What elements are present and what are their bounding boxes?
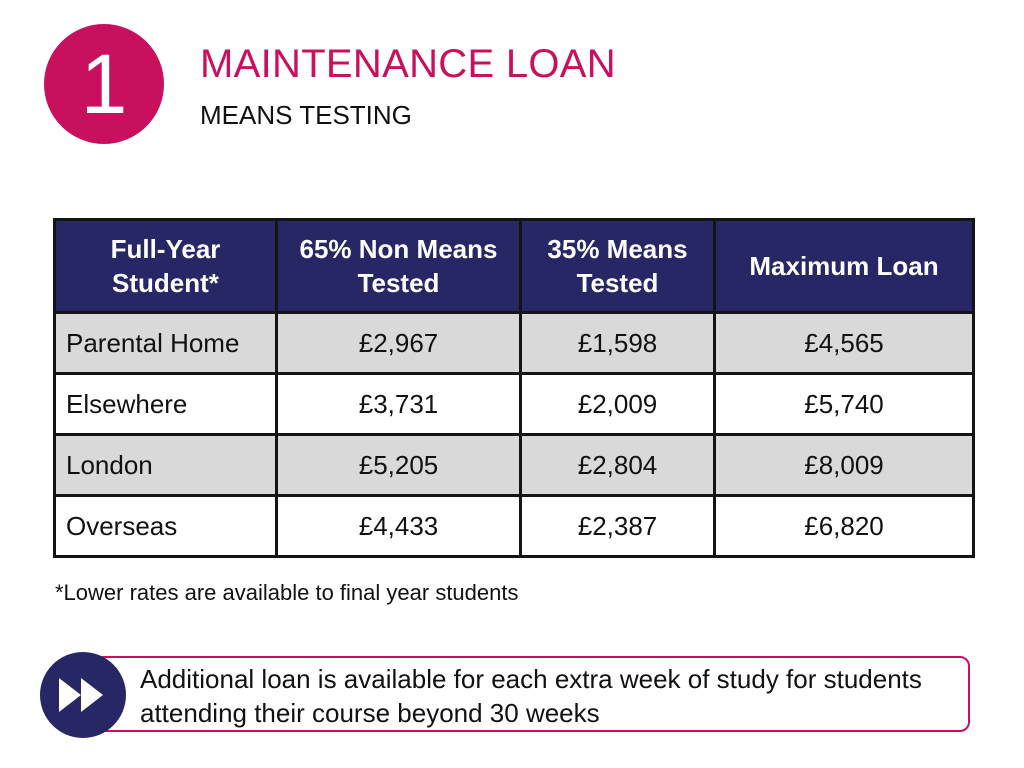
row-label: London — [55, 435, 277, 496]
section-number: 1 — [80, 37, 128, 131]
page-subtitle: MEANS TESTING — [200, 100, 412, 130]
fast-forward-icon — [40, 652, 126, 738]
column-header-non-means-tested: 65% Non Means Tested — [277, 220, 521, 313]
cell-non-means-tested: £4,433 — [277, 496, 521, 557]
cell-means-tested: £2,009 — [521, 374, 715, 435]
section-number-badge — [44, 24, 164, 144]
table-row — [55, 435, 974, 496]
table-row — [55, 313, 974, 374]
cell-maximum-loan: £6,820 — [715, 496, 974, 557]
column-header-maximum-loan: Maximum Loan — [715, 220, 974, 313]
cell-non-means-tested: £2,967 — [277, 313, 521, 374]
cell-means-tested: £2,804 — [521, 435, 715, 496]
cell-maximum-loan: £5,740 — [715, 374, 974, 435]
info-text: Additional loan is available for each extra week of study for students attending their course beyond 30 weeks — [140, 664, 922, 728]
table-row — [55, 496, 974, 557]
cell-non-means-tested: £3,731 — [277, 374, 521, 435]
column-header-means-tested: 35% Means Tested — [521, 220, 715, 313]
cell-maximum-loan: £4,565 — [715, 313, 974, 374]
cell-means-tested: £1,598 — [521, 313, 715, 374]
column-header-student-type: Full-Year Student* — [55, 220, 277, 313]
table-header-row — [55, 220, 974, 313]
row-label: Overseas — [55, 496, 277, 557]
cell-non-means-tested: £5,205 — [277, 435, 521, 496]
row-label: Parental Home — [55, 313, 277, 374]
cell-maximum-loan: £8,009 — [715, 435, 974, 496]
table-row — [55, 374, 974, 435]
table-footnote: *Lower rates are available to final year students — [55, 580, 519, 605]
fast-forward-glyph — [57, 675, 109, 715]
info-box — [82, 656, 970, 732]
page-title: MAINTENANCE LOAN — [200, 42, 616, 86]
row-label: Elsewhere — [55, 374, 277, 435]
cell-means-tested: £2,387 — [521, 496, 715, 557]
loan-table — [53, 218, 975, 558]
